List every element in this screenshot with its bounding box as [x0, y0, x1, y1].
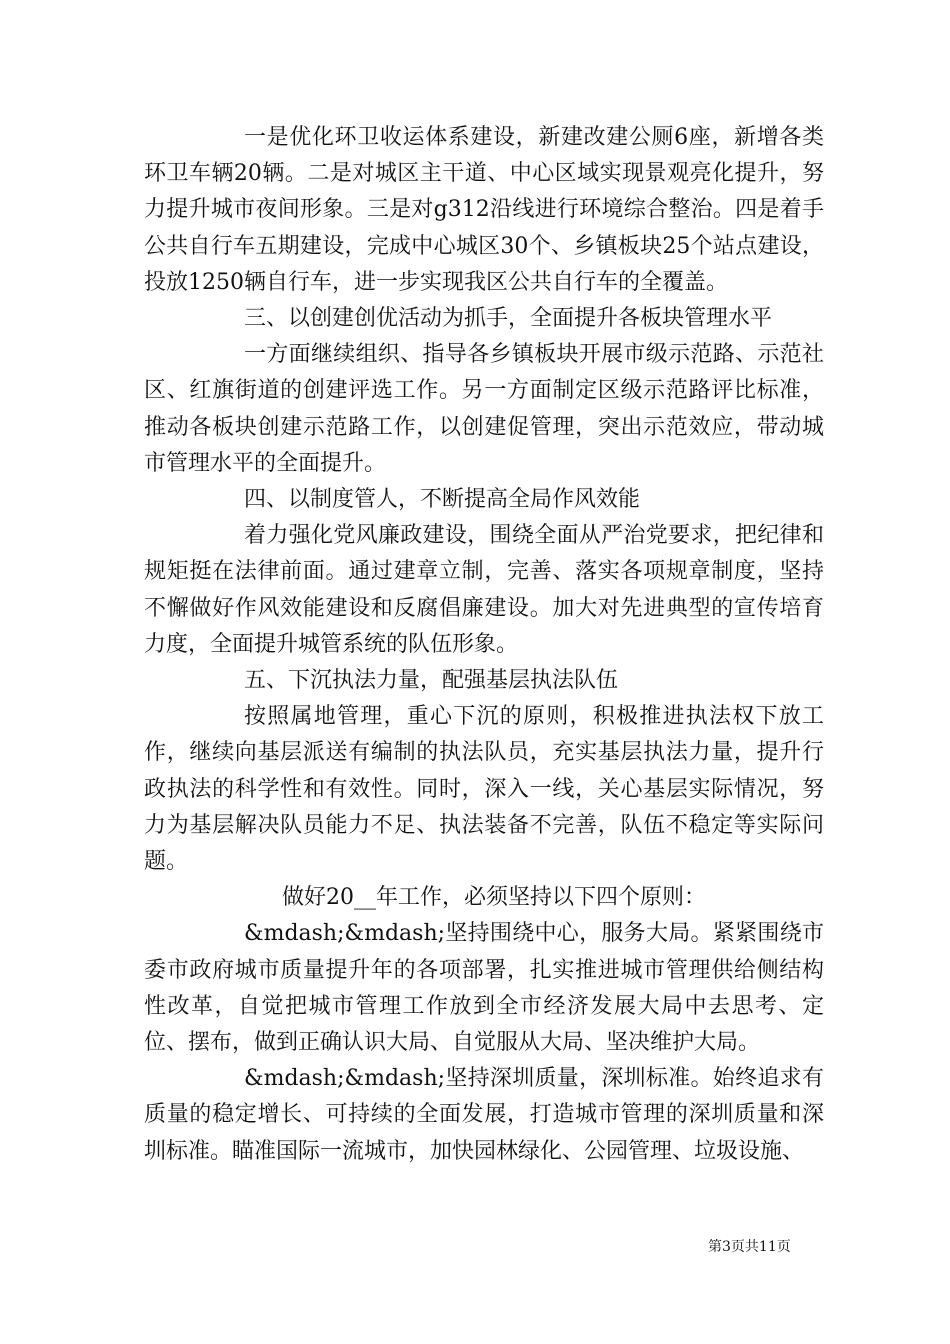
paragraph-sanitation: 一是优化环卫收运体系建设，新建改建公厕6座，新增各类环卫车辆20辆。二是对城区主干道、中心区域实现景观亮化提升，努力提升城市夜间形象。三是对g312沿线进行环境综合整治。四是着手公共自行车五期建设，完成中心城区30个、乡镇板块25个站点建设，投放1250辆自行车，进一步实现我区公共自行车的全覆盖。	[144, 125, 824, 295]
section-heading-4: 四、以制度管人，不断提高全局作风效能	[244, 487, 641, 513]
paragraph-principle-2: &mdash;&mdash;坚持深圳质量，深圳标准。始终追求有质量的稳定增长、可持续的全面发展，打造城市管理的深圳质量和深圳标准。瞄准国际一流城市，加快园林绿化、公园管理、垃圾设施、	[144, 1066, 824, 1164]
paragraph-principle-1: &mdash;&mdash;坚持围绕中心，服务大局。紧紧围绕市委市政府城市质量提升年的各项部署，扎实推进城市管理供给侧结构性改革，自觉把城市管理工作放到全市经济发展大局中去思考、定位、摆布，做到正确认识大局、自觉服从大局、坚决维护大局。	[144, 921, 824, 1056]
paragraph-demonstration: 一方面继续组织、指导各乡镇板块开展市级示范路、示范社区、红旗街道的创建评选工作。另一方面制定区级示范路评比标准，推动各板块创建示范路工作，以创建促管理，突出示范效应，带动城市管理水平的全面提升。	[144, 342, 824, 476]
page-number: 第3页共11页	[708, 1239, 791, 1255]
paragraph-enforcement: 按照属地管理，重心下沉的原则，积极推进执法权下放工作，继续向基层派送有编制的执法队员，充实基层执法力量，提升行政执法的科学性和有效性。同时，深入一线，关心基层实际情况，努力为基层解决队员能力不足、执法装备不完善，队伍不稳定等实际问题。	[144, 704, 824, 875]
section-heading-3: 三、以创建创优活动为抓手，全面提升各板块管理水平	[244, 306, 773, 332]
section-heading-5: 五、下沉执法力量，配强基层执法队伍	[244, 668, 619, 694]
document-body	[144, 120, 824, 1170]
paragraph-integrity: 着力强化党风廉政建设，围绕全面从严治党要求，把纪律和规矩挺在法律前面。通过建章立制，完善、落实各项规章制度，坚持不懈做好作风效能建设和反腐倡廉建设。加大对先进典型的宣传培育力度，全面提升城管系统的队伍形象。	[144, 523, 824, 657]
principles-intro: 做好20__年工作，必须坚持以下四个原则：	[282, 885, 706, 911]
